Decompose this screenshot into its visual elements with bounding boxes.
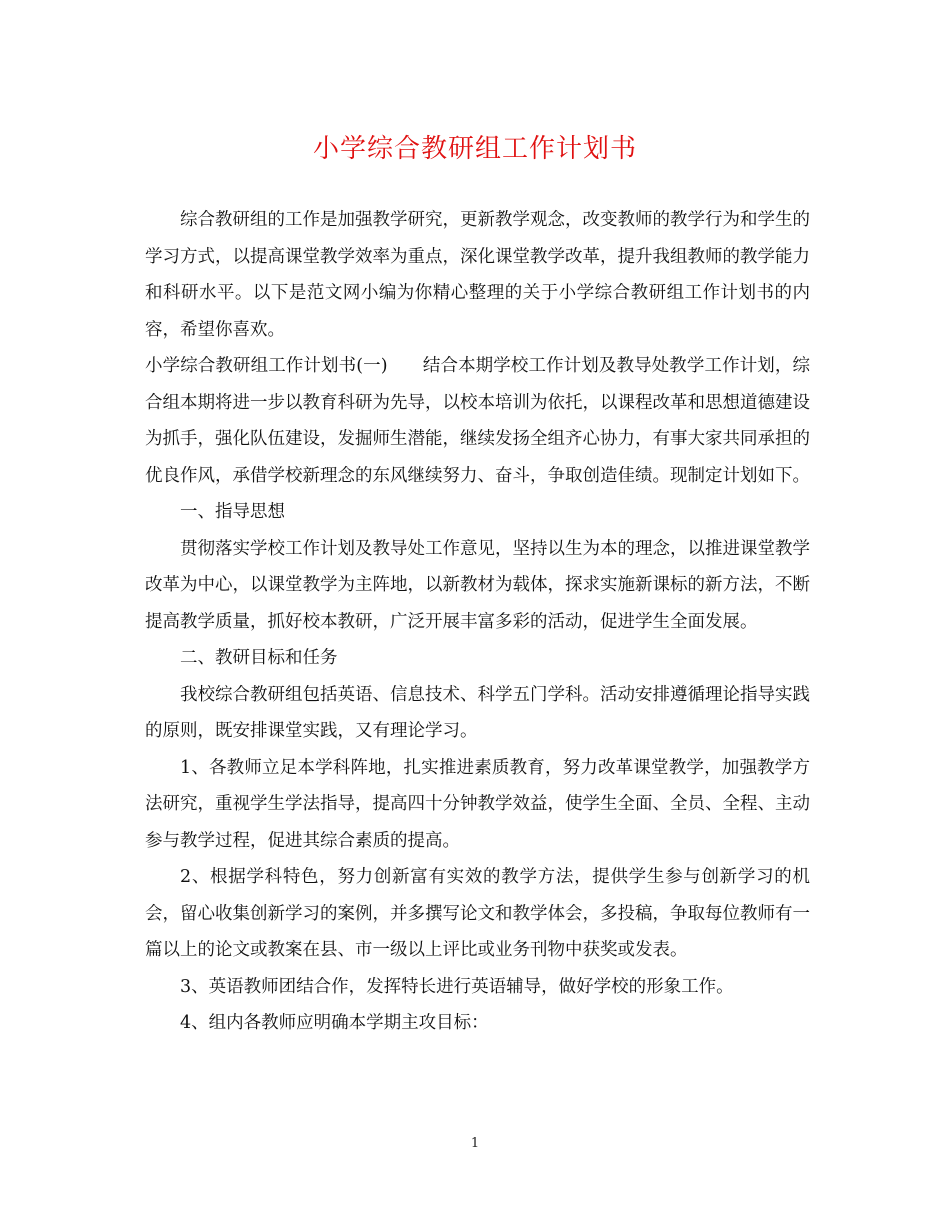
goal-item-4: 4、组内各教师应明确本学期主攻目标：	[180, 1013, 489, 1033]
intro-paragraph: 综合教研组的工作是加强教学研究，更新教学观念，改变教师的教学行为和学生的学习方式，以提高课堂教学效率为重点，深化课堂教学改革，提升我组教师的教学能力和科研水平。以下是范文网小编为你精心整理的关于小学综合教研组工作计划书的内容，希望你喜欢。	[145, 210, 810, 340]
goal-item-1: 1、各教师立足本学科阵地，扎实推进素质教育，努力改革课堂教学，加强教学方法研究，重视学生学法指导，提高四十分钟教学效益，使学生全面、全员、全程、主动参与教学过程，促进其综合素质的提高。	[145, 757, 810, 851]
goal-item-3: 3、英语教师团结合作，发挥特长进行英语辅导，做好学校的形象工作。	[180, 976, 734, 997]
document-body	[145, 202, 810, 1042]
document-title: 小学综合教研组工作计划书	[312, 134, 637, 164]
guiding-thought-paragraph: 贯彻落实学校工作计划及教导处工作意见，坚持以生为本的理念，以推进课堂教学改革为中心，以课堂教学为主阵地，以新教材为载体，探求实施新课标的新方法，不断提高教学质量，抓好校本教研，广泛开展丰富多彩的活动，促进学生全面发展。	[145, 538, 810, 632]
section-heading-guiding-thought: 一、指导思想	[180, 502, 285, 522]
section-heading-goals-tasks: 二、教研目标和任务	[180, 648, 338, 668]
goals-intro-paragraph: 我校综合教研组包括英语、信息技术、科学五门学科。活动安排遵循理论指导实践的原则，既安排课堂实践，又有理论学习。	[145, 684, 810, 741]
page-number: 1	[470, 1136, 480, 1151]
goal-item-2: 2、根据学科特色，努力创新富有实效的教学方法，提供学生参与创新学习的机会，留心收集创新学习的案例，并多撰写论文和教学体会，多投稿，争取每位教师有一篇以上的论文或教案在县、市一级以上评比或业务刊物中获奖或发表。	[145, 867, 810, 960]
plan-one-paragraph: 小学综合教研组工作计划书(一) 结合本期学校工作计划及教导处教学工作计划，综合组本期将进一步以教育科研为先导，以校本培训为依托，以课程改革和思想道德建设为抓手，强化队伍建设，发掘师生潜能，继续发扬全组齐心协力，有事大家共同承担的优良作风，承借学校新理念的东风继续努力、奋斗，争取创造佳绩。现制定计划如下。	[145, 356, 810, 486]
